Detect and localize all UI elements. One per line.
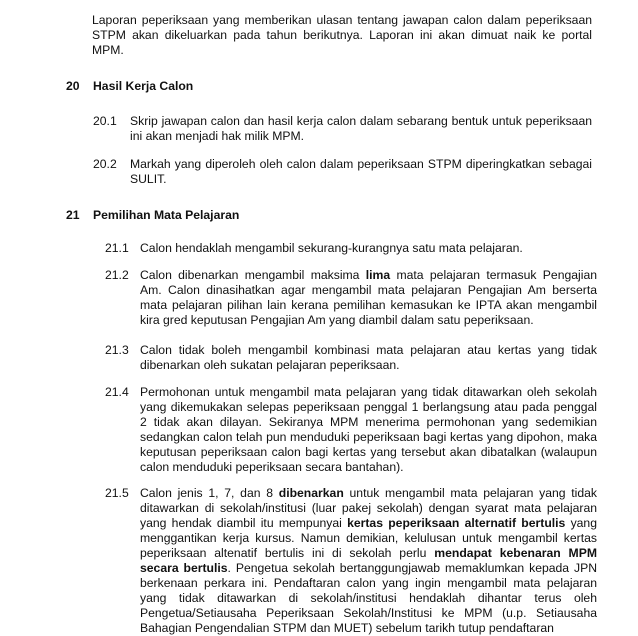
list-item — [105, 268, 597, 328]
list-item — [105, 486, 597, 636]
item-text: Permohonan untuk mengambil mata pelajaran yang tidak ditawarkan oleh sekolah yang dikemukakan selepas peperiksaan penggal 1 berlangsung atau pada penggal 2 tidak akan dilayan. Sekiranya MPM menerima permohonan yang sedemikian sedangkan calon telah pun menduduki peperiksaan bagi kertas yang dipohon, maka keputusan peperiksaan calon bagi kertas yang tersebut akan dibatalkan (walaupun calon menduduki peperiksaan secara bantahan). — [140, 385, 597, 474]
section-title: Hasil Kerja Calon — [93, 79, 194, 93]
section-heading — [66, 208, 239, 223]
list-item — [105, 343, 597, 373]
section-heading — [66, 79, 193, 94]
list-item — [105, 385, 597, 475]
item-number: 21.4 — [105, 385, 129, 399]
item-number: 21.1 — [105, 241, 129, 255]
text-run: mata pelajaran termasuk Pengajian Am. Calon dinasihatkan agar mengambil mata pelajaran Pengajian Am berserta mata pelajaran pilihan lain kerana pemilihan kemasukan ke IPTA akan mengambil kira gred keputusan Pengajian Am yang diambil dalam satu peperiksaan. — [140, 268, 597, 327]
item-number: 20.2 — [93, 157, 117, 171]
bold-text-run: lima — [365, 268, 391, 282]
item-number: 20.1 — [93, 114, 117, 128]
section-title: Pemilihan Mata Pelajaran — [93, 208, 240, 222]
list-item — [93, 114, 592, 144]
intro-paragraph: Laporan peperiksaan yang memberikan ulasan tentang jawapan calon dalam peperiksaan STPM akan dikeluarkan pada tahun berikutnya. Laporan ini akan dimuat naik ke portal MPM. — [92, 13, 592, 57]
text-run: Calon jenis 1, 7, dan 8 — [140, 486, 279, 500]
item-text — [140, 268, 597, 328]
text-run: untuk mengambil mata pelajaran yang tidak ditawarkan di sekolah/institusi (luar pakej sekolah) dengan syarat mata pelajaran yang hendak diambil itu mempunyai — [140, 486, 598, 530]
bold-text-run: mendapat kebenaran MPM secara bertulis — [140, 546, 597, 575]
item-number: 21.2 — [105, 268, 129, 282]
item-text: Calon hendaklah mengambil sekurang-kurangnya satu mata pelajaran. — [140, 241, 523, 255]
item-text: Skrip jawapan calon dan hasil kerja calon dalam sebarang bentuk untuk peperiksaan ini akan menjadi hak milik MPM. — [130, 114, 592, 143]
item-text — [140, 486, 597, 636]
text-run: . Pengetua sekolah bertanggungjawab memaklumkan kepada JPN berkenaan perkara ini. Pendaftaran calon yang ingin mengambil mata pelajaran yang tidak ditawarkan di sekolah/institusi hendaklah dihantar terus oleh Pengetua/Setiausaha Peperiksaan Sekolah/Institusi ke MPM (u.p. Setiausaha Bahagian Pengendalian STPM dan MUET) sebelum tarikh tutup pendaftaran — [140, 561, 597, 635]
section-number: 20 — [66, 79, 80, 93]
list-item — [93, 157, 592, 187]
list-item — [105, 241, 597, 256]
item-number: 21.3 — [105, 343, 129, 357]
bold-text-run: dibenarkan — [278, 486, 344, 500]
section-number: 21 — [66, 208, 80, 222]
text-run: Calon dibenarkan mengambil maksima — [140, 268, 366, 282]
bold-text-run: kertas peperiksaan alternatif bertulis — [347, 516, 566, 530]
item-number: 21.5 — [105, 486, 129, 500]
item-text: Markah yang diperoleh oleh calon dalam peperiksaan STPM diperingkatkan sebagai SULIT. — [130, 157, 592, 186]
text-run: yang menggantikan kerja kursus. Namun demikian, kelulusan untuk mengambil kertas peperiksaan altenatif bertulis ini di sekolah perlu — [140, 516, 597, 560]
item-text: Calon tidak boleh mengambil kombinasi mata pelajaran atau kertas yang tidak dibenarkan oleh sukatan pelajaran peperiksaan. — [140, 343, 597, 372]
